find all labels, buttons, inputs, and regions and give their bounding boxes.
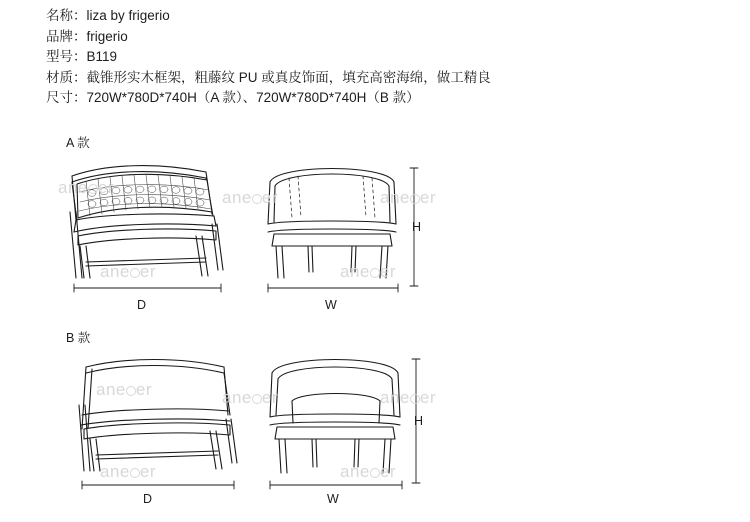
circle-dot-icon — [130, 268, 140, 278]
watermark-text-before: ane — [222, 388, 252, 407]
watermark-text-after: er — [139, 462, 156, 481]
circle-dot-icon — [410, 394, 420, 404]
watermark-text-before: ane — [380, 188, 410, 207]
watermark-text-after: er — [97, 178, 114, 197]
watermark-text-after: er — [419, 188, 436, 207]
watermark — [380, 388, 436, 408]
variant-b-label: B 款 — [66, 331, 91, 345]
variant-b-width-label: W — [327, 492, 339, 506]
watermark-text-after: er — [135, 380, 152, 399]
spec-line-name: 名称：liza by frigerio — [46, 8, 170, 23]
variant-a-drawings — [46, 150, 466, 310]
spec-line-brand: 品牌：frigerio — [46, 28, 128, 44]
watermark-text-after: er — [261, 388, 278, 407]
circle-dot-icon — [88, 184, 98, 194]
watermark-text-before: ane — [380, 388, 410, 407]
circle-dot-icon — [410, 194, 420, 204]
watermark-text-before: ane — [100, 462, 130, 481]
watermark-text-before: ane — [58, 178, 88, 197]
watermark-text-after: er — [379, 262, 396, 281]
watermark — [96, 380, 152, 400]
variant-a-label: A 款 — [66, 136, 90, 150]
watermark-text-after: er — [139, 262, 156, 281]
watermark-text-before: ane — [222, 188, 252, 207]
variant-a-width-label: W — [325, 298, 337, 312]
variant-b-height-label: H — [414, 414, 424, 428]
spec-line-size: 尺寸：720W*780D*740H（A 款）、720W*780D*740H（B 款） — [46, 90, 420, 105]
watermark-text-before: ane — [100, 262, 130, 281]
watermark — [340, 262, 396, 282]
circle-dot-icon — [370, 468, 380, 478]
watermark-text-after: er — [261, 188, 278, 207]
variant-a-depth-label: D — [137, 298, 147, 312]
spec-list — [46, 6, 686, 109]
watermark — [222, 188, 278, 208]
watermark — [340, 462, 396, 482]
watermark-text-before: ane — [340, 262, 370, 281]
circle-dot-icon — [126, 386, 136, 396]
variant-b-depth-label: D — [143, 492, 153, 506]
watermark-text-after: er — [419, 388, 436, 407]
watermark — [100, 262, 156, 282]
spec-line-model: 型号：B119 — [46, 49, 118, 64]
variant-a-height-label: H — [412, 220, 422, 234]
variant-a-figure — [46, 150, 466, 310]
watermark — [100, 462, 156, 482]
watermark-text-after: er — [379, 462, 396, 481]
watermark-text-before: ane — [340, 462, 370, 481]
circle-dot-icon — [130, 468, 140, 478]
watermark — [58, 178, 114, 198]
circle-dot-icon — [252, 194, 262, 204]
circle-dot-icon — [370, 268, 380, 278]
watermark — [222, 388, 278, 408]
watermark — [380, 188, 436, 208]
circle-dot-icon — [252, 394, 262, 404]
spec-line-material: 材质：截锥形实木框架，粗藤纹 PU 或真皮饰面，填充高密海绵，做工精良 — [46, 69, 491, 85]
watermark-text-before: ane — [96, 380, 126, 399]
